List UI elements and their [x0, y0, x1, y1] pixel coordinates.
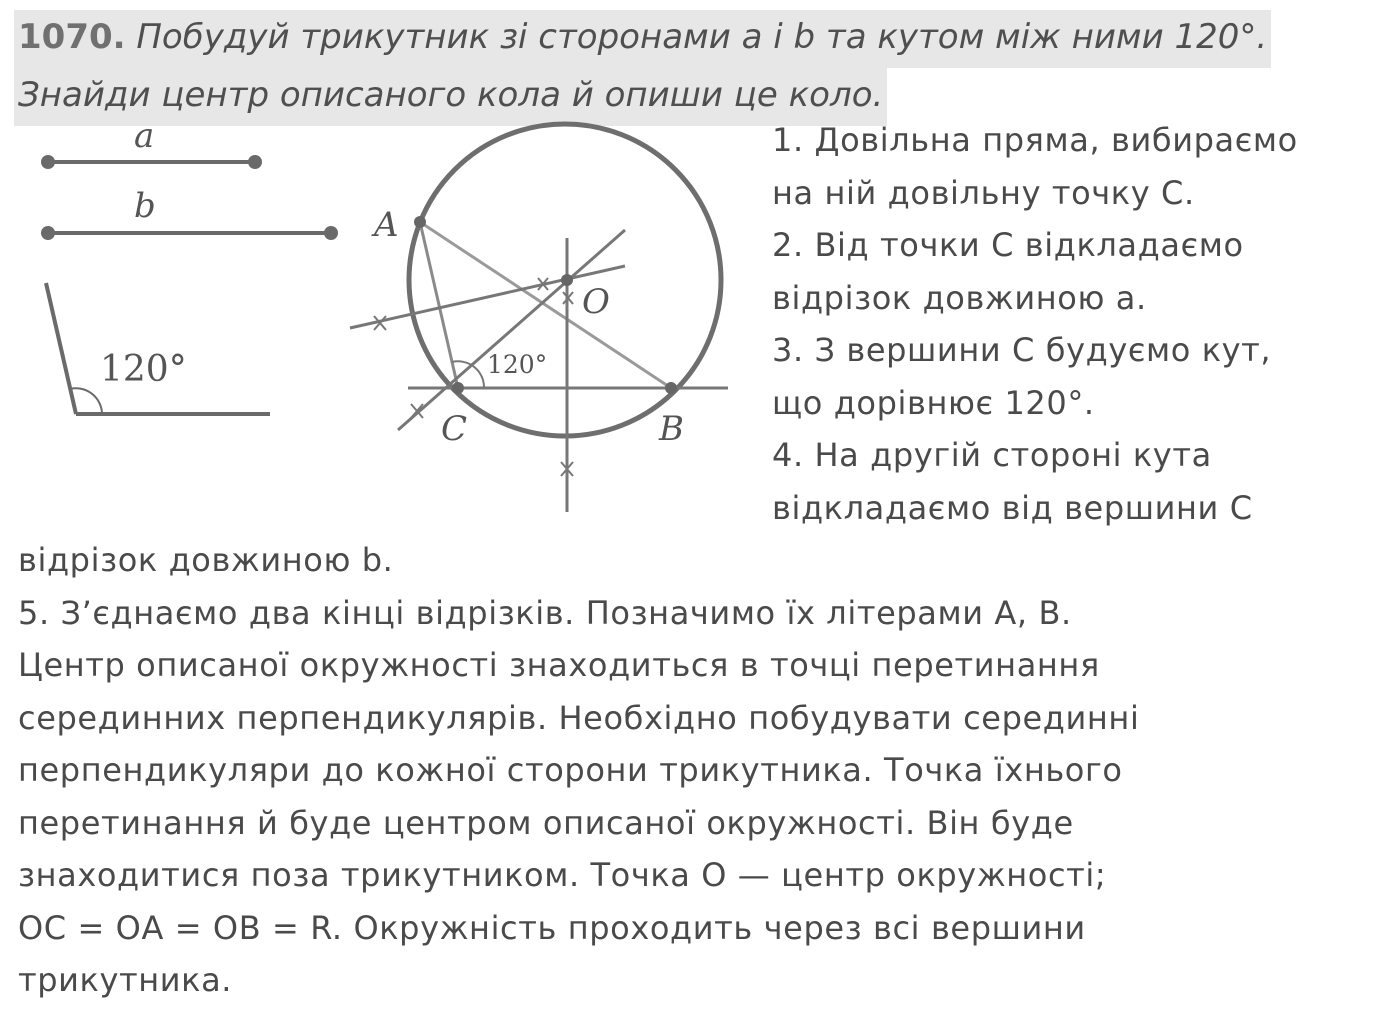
- step-line: 3. З вершини С будуємо кут,: [772, 331, 1272, 369]
- point-o-label: O: [582, 282, 610, 322]
- text-line: Центр описаної окружності знаходиться в точці перетинання: [18, 646, 1100, 684]
- task-line-2: Знайди центр описаного кола й опиши це коло.: [14, 68, 887, 126]
- step-line: відрізок довжиною а.: [772, 278, 1147, 317]
- text-line: трикутника.: [18, 961, 233, 999]
- text-line: серединних перпендикулярів. Необхідно побудувати серединні: [18, 698, 1140, 737]
- construction-figure: [0, 0, 740, 530]
- step-line: 1. Довільна пряма, вибираємо: [772, 121, 1298, 159]
- inner-angle-label: 120°: [487, 350, 548, 379]
- text-line: знаходитися поза трикутником. Точка О — центр окружності;: [18, 856, 1107, 894]
- segment-a-label: a: [134, 116, 155, 156]
- step-line: відкладаємо від вершини С: [772, 488, 1253, 527]
- point-c-dot: [452, 382, 464, 394]
- text-line: 5. З’єднаємо два кінці відрізків. Позначимо їх літерами А, В.: [18, 593, 1072, 632]
- text-line: відрізок довжиною b.: [18, 541, 394, 579]
- point-b-dot: [665, 382, 677, 394]
- point-b-label: B: [659, 409, 684, 449]
- steps-column: [772, 114, 1298, 534]
- point-a-dot: [414, 216, 426, 228]
- segment-a-start-dot: [41, 155, 55, 169]
- angle-ray-1: [46, 283, 76, 414]
- step-line: що дорівнює 120°.: [772, 383, 1095, 422]
- segment-a-end-dot: [248, 155, 262, 169]
- point-a-label: A: [374, 205, 399, 245]
- step-line: 4. На другій стороні кута: [772, 436, 1212, 474]
- solution-text: [18, 534, 1139, 1007]
- point-c-label: C: [441, 409, 468, 449]
- segment-b-start-dot: [41, 226, 55, 240]
- segment-b-end-dot: [324, 226, 338, 240]
- bisector-ab: [398, 230, 625, 430]
- text-line: ОС = ОА = ОВ = R. Окружність проходить через всі вершини: [18, 908, 1086, 947]
- text-line: перетинання й буде центром описаної окружності. Він буде: [18, 803, 1074, 842]
- angle-label: 120°: [100, 349, 187, 390]
- step-line: 2. Від точки С відкладаємо: [772, 226, 1244, 264]
- point-o-dot: [561, 274, 573, 286]
- step-line: на ній довільну точку С.: [772, 173, 1195, 212]
- task-text-1: Побудуй трикутник зі сторонами a і b та кутом між ними 120°.: [136, 17, 1268, 57]
- text-line: перпендикуляри до кожної сторони трикутника. Точка їхнього: [18, 751, 1123, 789]
- task-number: 1070.: [18, 17, 126, 57]
- segment-b-label: b: [134, 186, 156, 226]
